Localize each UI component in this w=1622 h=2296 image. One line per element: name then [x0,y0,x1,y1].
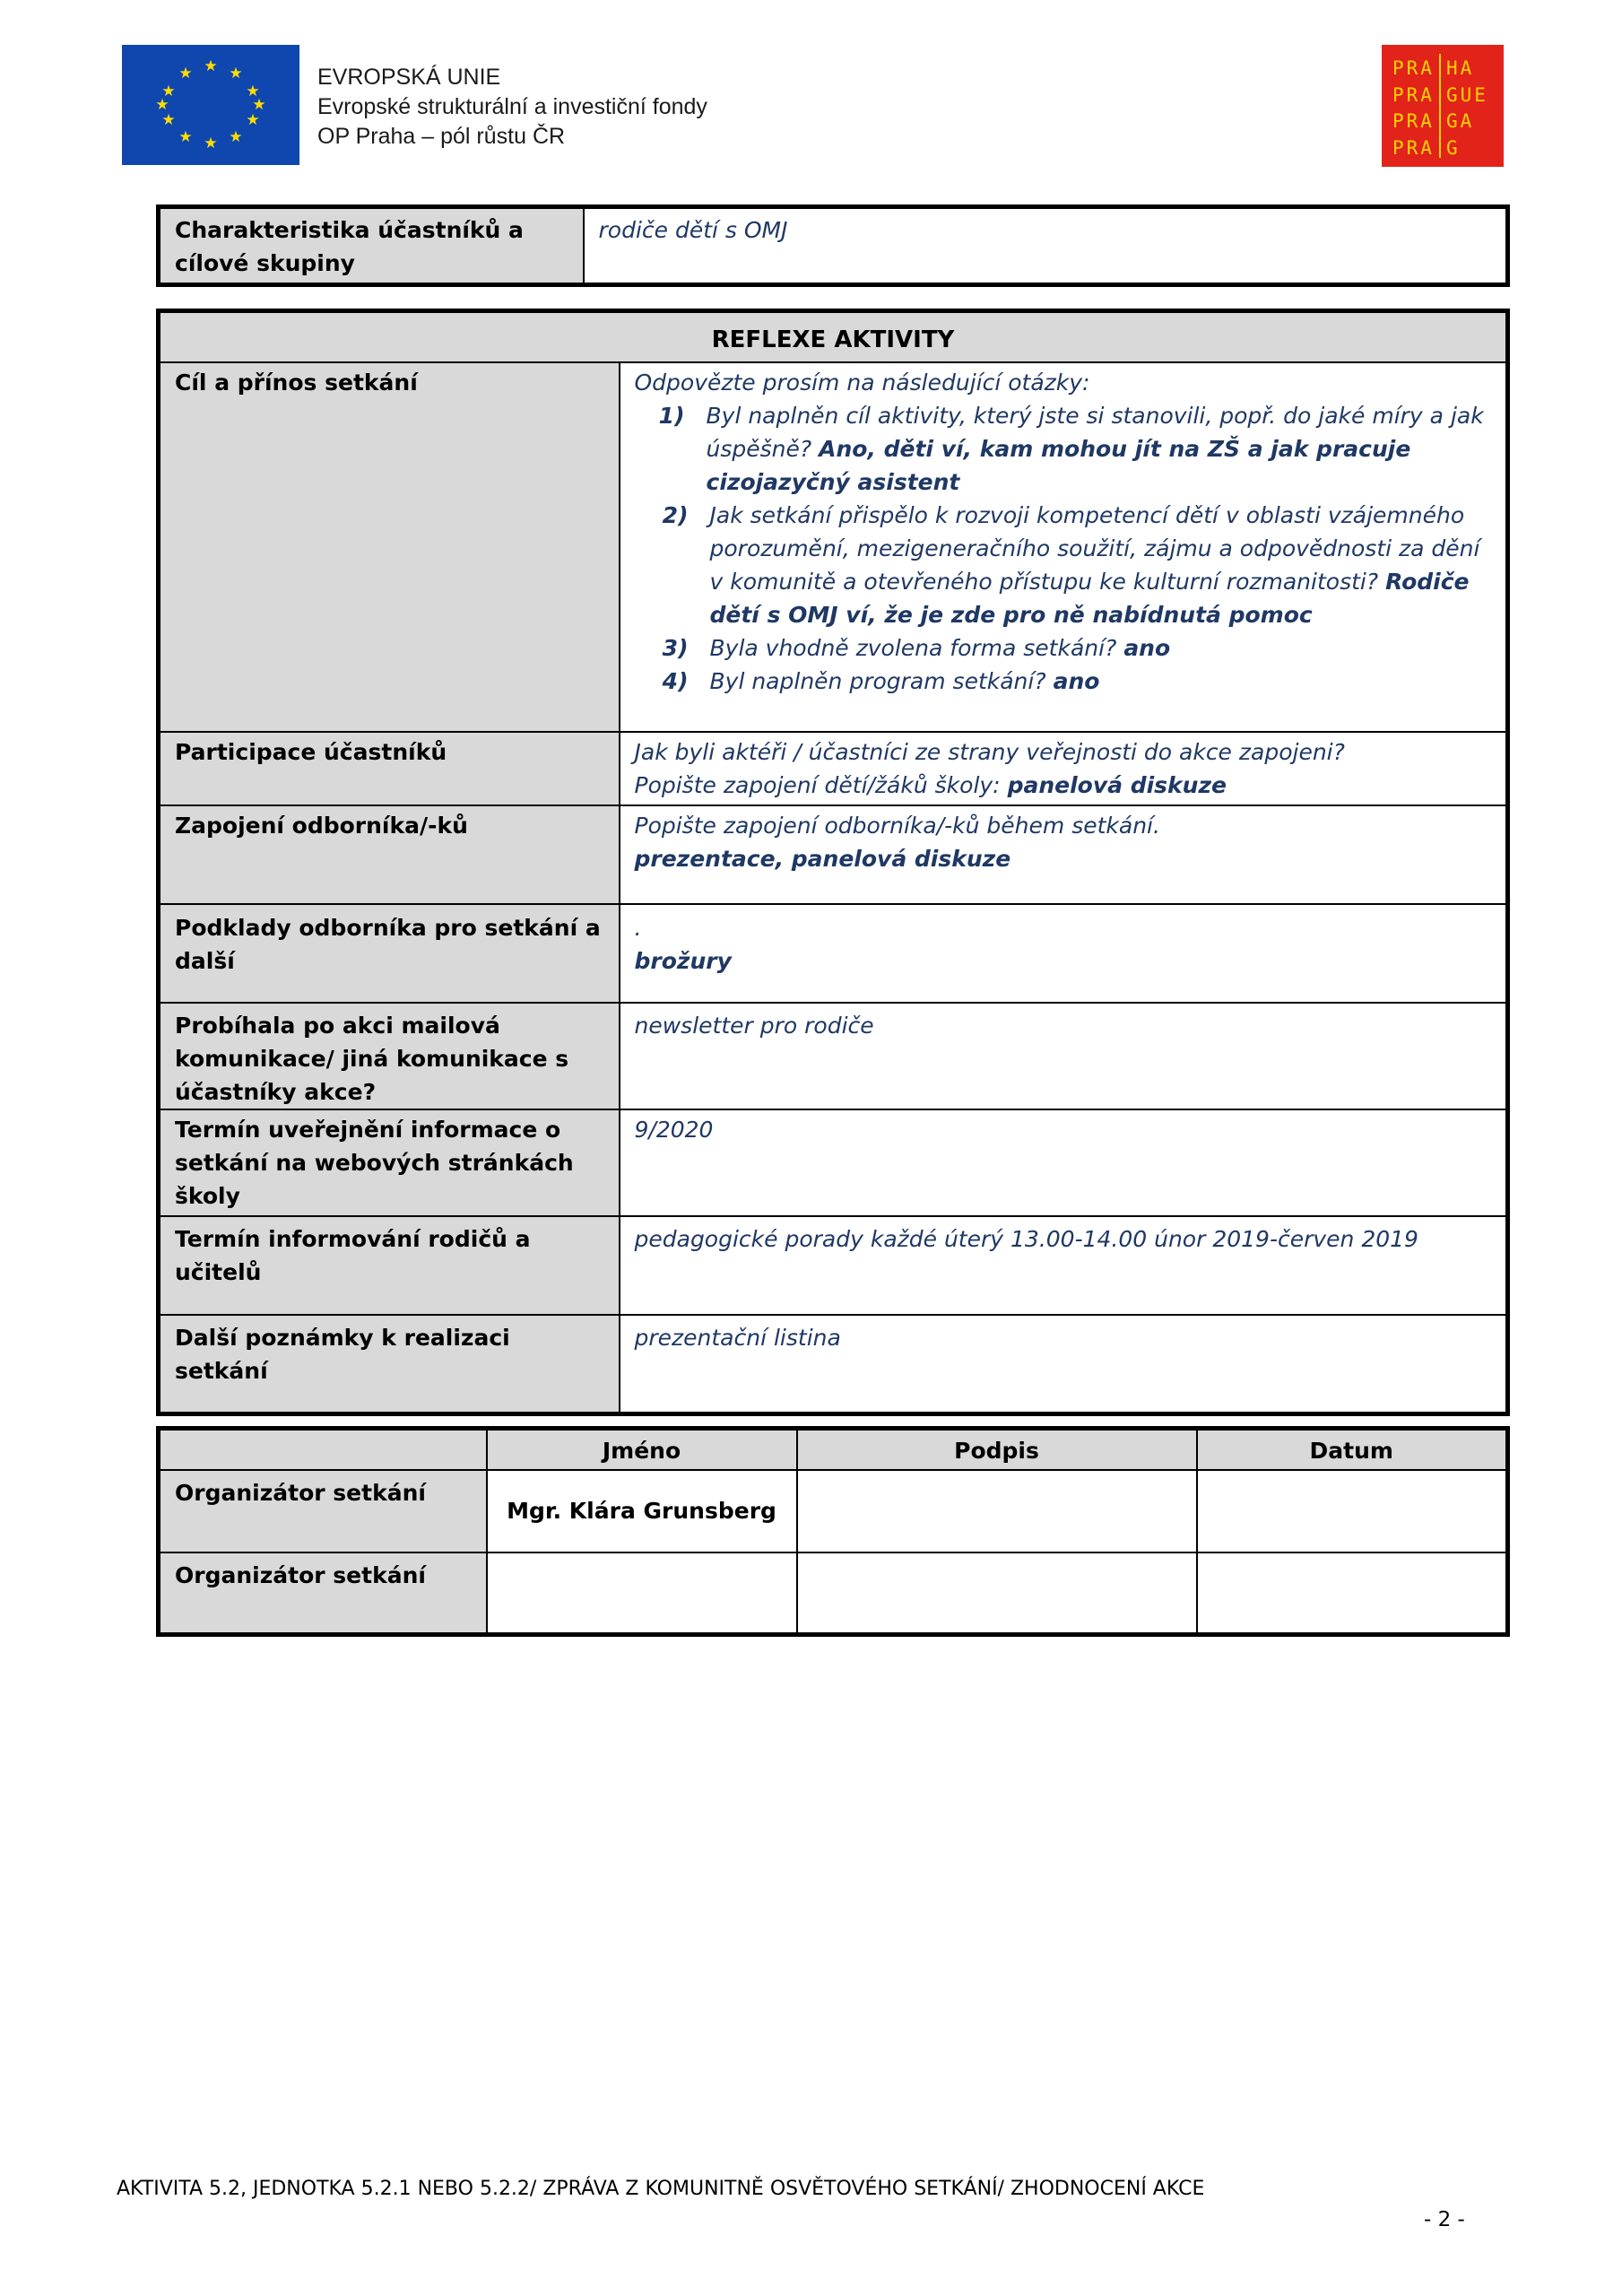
organizer-label: Organizátor setkání [159,1470,487,1552]
question-text: Byl naplněn program setkání? [709,668,1046,694]
signature-cell [797,1470,1197,1552]
answer-text: Rodiče dětí s OMJ ví, že je zde pro ně nabídnutá pomoc [709,569,1470,628]
eu-funds: Evropské strukturální a investiční fondy [317,94,707,119]
eu-flag-logo: ★ ★ ★ ★ ★ ★ ★ ★ ★ ★ ★ ★ [122,45,299,165]
empty-header-cell [159,1429,487,1470]
eu-title: EVROPSKÁ UNIE [317,65,501,90]
question-text: Jak setkání přispělo k rozvoji kompetencí dětí v oblasti vzájemného porozumění, mezigeneračního soužití, zájmu a odpovědnosti za dění v komunitě a otevřeného přístupu ke kulturní rozmanitosti? [709,502,1480,595]
communication-label: Probíhala po akci mailová komunikace/ jiná komunikace s účastníky akce? [159,1003,620,1109]
question-number: 4) [662,668,689,694]
question-item [635,665,1492,698]
answer-text: Ano, děti ví, kam mohou jít na ZŠ a jak pracuje cizojazyčný asistent [706,436,1411,495]
question-text: Byl naplněn cíl aktivity, který jste si stanovili, popř. do jaké míry a jak úspěšně? [706,403,1484,462]
reflection-header: REFLEXE AKTIVITY [159,311,1508,363]
notes-label: Další poznámky k realizaci setkání [159,1315,620,1413]
communication-value: newsletter pro rodiče [620,1003,1508,1109]
column-date-header: Datum [1197,1429,1508,1470]
reflection-table [156,309,1510,1416]
informing-label: Termín informování rodičů a učitelů [159,1216,620,1315]
publication-label: Termín uveřejnění informace o setkání na webových stránkách školy [159,1109,620,1216]
praha-logo: PRA PRA PRA PRA HA GUE GA G [1382,45,1504,167]
participants-table [156,204,1510,287]
question-item [635,499,1492,631]
question-number: 1) [658,403,685,429]
page-number: - 2 - [1424,2208,1465,2231]
question-number: 3) [662,635,689,661]
question-number: 2) [662,502,689,528]
eu-text-block [317,63,707,152]
date-cell [1197,1470,1508,1552]
eu-programme: OP Praha – pól růstu ČR [317,124,566,149]
signature-cell [797,1552,1197,1635]
goal-label: Cíl a přínos setkání [159,362,620,732]
participation-value: Jak byli aktéři / účastníci ze strany veřejnosti do akce zapojeni? Popište zapojení dětí/žáků školy: panelová diskuze [620,732,1508,805]
participation-label: Participace účastníků [159,732,620,805]
question-text: Byla vhodně zvolena forma setkání? [709,635,1117,661]
goal-value [620,362,1508,732]
participants-value: rodiče dětí s OMJ [584,207,1508,285]
organizer-table [156,1426,1510,1637]
footer-text: AKTIVITA 5.2, JEDNOTKA 5.2.1 NEBO 5.2.2/ ZPRÁVA Z KOMUNITNĚ OSVĚTOVÉHO SETKÁNÍ/ ZHODNOCENÍ AKCE [117,2178,1205,2200]
question-item [635,399,1492,499]
materials-label: Podklady odborníka pro setkání a další [159,904,620,1003]
expert-label: Zapojení odborníka/-ků [159,805,620,904]
column-name-header: Jméno [487,1429,797,1470]
date-cell [1197,1552,1508,1635]
organizer-label: Organizátor setkání [159,1552,487,1635]
question-list [635,399,1492,698]
notes-value: prezentační listina [620,1315,1508,1413]
answer-text: ano [1123,635,1171,661]
goal-intro: Odpovězte prosím na následující otázky: [634,370,1090,396]
answer-text: ano [1053,668,1100,694]
question-item [635,631,1492,665]
informing-value: pedagogické porady každé úterý 13.00-14.00 únor 2019-červen 2019 [620,1216,1508,1315]
organizer-name: Mgr. Klára Grunsberg [487,1470,797,1552]
organizer-name [487,1552,797,1635]
publication-value: 9/2020 [620,1109,1508,1216]
materials-value: . brožury [620,904,1508,1003]
expert-value: Popište zapojení odborníka/-ků během setkání. prezentace, panelová diskuze [620,805,1508,904]
column-signature-header: Podpis [797,1429,1197,1470]
participants-label: Charakteristika účastníků a cílové skupiny [159,207,584,285]
